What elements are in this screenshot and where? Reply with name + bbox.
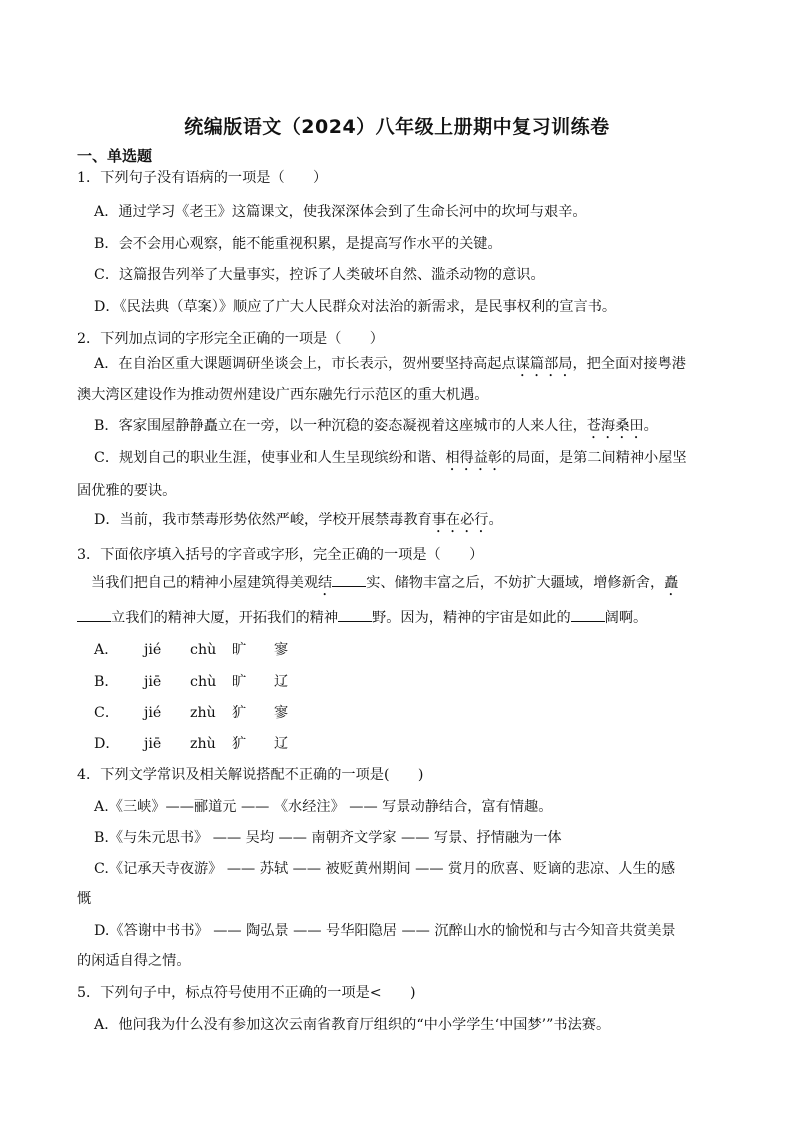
option-text: A．在自治区重大课题调研坐谈会上，市长表示，贺州要坚持高起点 [94, 356, 516, 372]
question-1-stem: 1．下列句子没有语病的一项是（ ） [77, 170, 328, 186]
question-3-passage-line-1 [91, 572, 678, 599]
pinyin: jiē [144, 674, 162, 690]
pinyin: chù [190, 642, 217, 658]
question-4-stem: 4．下列文学常识及相关解说搭配不正确的一项是( ) [77, 767, 424, 783]
question-3-option-c [94, 703, 288, 723]
character: 犷 [232, 736, 247, 752]
question-2-option-d [94, 510, 503, 536]
option-letter: B． [94, 674, 119, 690]
dotted-word: 相得益彰 [445, 450, 503, 466]
fill-blank [77, 607, 111, 622]
question-4-option-d: D.《答谢中书书》 —— 陶弘景 —— 号华阳隐居 —— 沉醉山水的愉悦和与古今知音共赏美景 [94, 923, 676, 939]
character: 辽 [274, 674, 289, 690]
question-2-option-b [94, 416, 658, 442]
dotted-word: 事在必行 [431, 512, 489, 528]
pinyin: jiē [144, 736, 162, 752]
question-3-passage-line-2 [77, 607, 647, 628]
fill-blank [332, 572, 366, 587]
pinyin: jié [144, 642, 162, 658]
option-text: 的局面，是第二间精神小屋坚 [502, 450, 687, 466]
passage-text: 野。因为，精神的宇宙是如此的 [372, 610, 571, 626]
question-1-option-c: C．这篇报告列举了大量事实，控诉了人类破坏自然、滥杀动物的意识。 [94, 267, 545, 283]
question-1-option-b: B．会不会用心观察，能不能重视积累，是提高写作水平的关键。 [94, 236, 502, 252]
dotted-word: 苍海桑田 [586, 418, 644, 434]
question-4-option-b: B.《与朱元思书》 —— 吴均 —— 南朝齐文学家 —— 写景、抒情融为一体 [94, 830, 562, 846]
option-text: D．当前，我市禁毒形势依然严峻，学校开展禁毒教育 [94, 512, 432, 528]
option-letter: C． [94, 705, 120, 721]
section-heading: 一、单选题 [77, 147, 153, 165]
question-2-option-a [94, 354, 686, 380]
pinyin: chù [190, 674, 217, 690]
character: 旷 [232, 674, 247, 690]
passage-text: 立我们的精神大厦，开拓我们的精神 [111, 610, 339, 626]
option-text: ，把全面对接粤港 [572, 356, 686, 372]
option-text: C．规划自己的职业生涯，使事业和人生呈现缤纷和谐、 [94, 450, 446, 466]
question-2-option-c-continued: 固优雅的要诀。 [77, 483, 177, 499]
question-4-option-a: A.《三峡》——郦道元 —— 《水经注》 —— 写景动静结合，富有情趣。 [94, 799, 553, 815]
character: 寥 [274, 642, 289, 658]
option-text: 。 [643, 418, 658, 434]
pinyin: zhù [190, 705, 216, 721]
option-letter: D． [94, 736, 120, 752]
question-3-option-b [94, 672, 288, 692]
question-5-stem: 5．下列句子中，标点符号使用不正确的一项是< ) [77, 985, 416, 1001]
option-text: B．客家围屋静静矗立在一旁，以一种沉稳的姿态凝视着这座城市的人来人往， [94, 418, 587, 434]
character: 犷 [232, 705, 247, 721]
question-4-option-d-continued: 的闲适自得之情。 [77, 953, 191, 969]
passage-text: 实、储物丰富之后，不妨扩大疆域，增修新舍， [366, 575, 665, 591]
question-2-stem: 2．下列加点词的字形完全正确的一项是（ ） [77, 331, 384, 347]
pinyin: jié [144, 705, 162, 721]
character: 寥 [274, 705, 289, 721]
character: 辽 [274, 736, 289, 752]
passage-text: 阔啊。 [604, 610, 648, 626]
question-4-option-c: C.《记承天寺夜游》 —— 苏轼 —— 被贬黄州期间 —— 赏月的欣喜、贬谪的悲凉、人生的感 [94, 861, 676, 877]
document-title: 统编版语文（2024）八年级上册期中复习训练卷 [184, 116, 610, 138]
option-text: 。 [488, 512, 503, 528]
question-2-option-a-continued: 澳大湾区建设作为推动贺州建设广西东融先行示范区的重大机遇。 [77, 387, 489, 403]
dotted-word: 谋篇部局 [515, 356, 573, 372]
dotted-char: 结 [318, 575, 333, 591]
dotted-char: 矗 [664, 575, 679, 591]
fill-blank [338, 607, 372, 622]
question-2-option-c [94, 448, 687, 474]
question-3-option-a [94, 640, 288, 660]
passage-text: 当我们把自己的精神小屋建筑得美观 [91, 575, 319, 591]
question-4-option-c-continued: 慨 [77, 891, 92, 907]
question-3-option-d [94, 734, 288, 754]
question-1-option-a: A．通过学习《老王》这篇课文，使我深深体会到了生命长河中的坎坷与艰辛。 [94, 204, 587, 220]
character: 旷 [232, 642, 247, 658]
question-3-stem: 3．下面依序填入括号的字音或字形，完全正确的一项是（ ） [77, 547, 484, 563]
option-letter: A． [94, 642, 119, 658]
fill-blank [571, 607, 605, 622]
question-1-option-d: D．《民法典（草案）》顺应了广大人民群众对法治的新需求，是民事权利的宣言书。 [94, 299, 617, 315]
question-5-option-a: A．他问我为什么没有参加这次云南省教育厅组织的“中小学学生‘中国梦’”书法赛。 [94, 1017, 611, 1033]
pinyin: zhù [190, 736, 216, 752]
